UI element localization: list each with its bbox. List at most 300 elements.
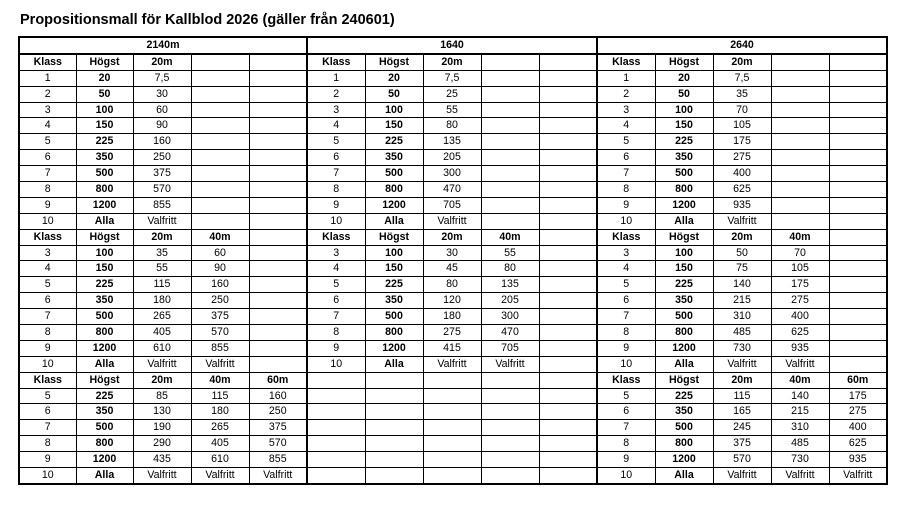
table-cell: 935 [829,452,887,468]
table-cell: 1200 [365,340,423,356]
table-cell: 20 [365,70,423,86]
table-cell: 1 [597,70,655,86]
table-cell: 275 [829,404,887,420]
table-cell: 7 [19,420,76,436]
table-cell: 500 [76,166,133,182]
table-cell: 150 [365,118,423,134]
table-cell: 350 [76,150,133,166]
column-header: 40m [191,229,249,245]
table-cell: 50 [713,245,771,261]
table-cell: 730 [771,452,829,468]
table-cell: 5 [307,134,365,150]
table-row [19,452,887,468]
table-cell: Alla [655,213,713,229]
table-cell: 300 [423,166,481,182]
column-header [539,54,597,70]
table-cell: 2 [19,86,76,102]
table-cell: 10 [19,468,76,484]
table-cell: Valfritt [133,356,191,372]
table-cell [829,213,887,229]
table-cell: 610 [191,452,249,468]
table-cell: 80 [481,261,539,277]
table-cell: Valfritt [713,356,771,372]
table-cell [365,452,423,468]
table-cell: 180 [423,309,481,325]
table-cell [771,166,829,182]
table-cell: 470 [423,182,481,198]
table-cell: 310 [771,420,829,436]
table-cell: 8 [19,182,76,198]
table-cell [829,261,887,277]
table-cell [191,197,249,213]
table-cell: 265 [191,420,249,436]
table-cell [829,150,887,166]
table-cell: 3 [307,102,365,118]
table-cell [191,102,249,118]
column-header: Klass [597,229,655,245]
table-cell: 800 [76,436,133,452]
column-header: 20m [423,54,481,70]
block-header-row [19,229,887,245]
table-cell [249,245,307,261]
table-row [19,86,887,102]
table-cell [481,420,539,436]
table-cell [365,436,423,452]
table-cell: 275 [423,325,481,341]
table-cell: 100 [76,102,133,118]
table-cell: 5 [19,134,76,150]
table-cell: 1200 [655,197,713,213]
table-cell: 140 [713,277,771,293]
table-cell: 3 [307,245,365,261]
table-cell [771,134,829,150]
table-cell: 415 [423,340,481,356]
track-header: 2140m [19,37,307,54]
table-cell: 150 [655,118,713,134]
table-cell: 100 [76,245,133,261]
table-cell: 625 [771,325,829,341]
table-cell [249,340,307,356]
table-cell [191,118,249,134]
table-cell: 705 [481,340,539,356]
table-cell [481,452,539,468]
table-cell: 175 [713,134,771,150]
block-header-row [19,54,887,70]
table-cell: 8 [597,325,655,341]
table-cell: 250 [191,293,249,309]
table-cell [481,436,539,452]
table-cell: Alla [655,356,713,372]
table-cell: 1200 [655,340,713,356]
table-cell: 500 [655,309,713,325]
table-cell [191,150,249,166]
table-row [19,293,887,309]
table-cell: 435 [133,452,191,468]
table-cell: 10 [597,213,655,229]
table-cell: 175 [771,277,829,293]
table-cell [829,325,887,341]
table-cell [365,388,423,404]
column-header: 20m [133,229,191,245]
table-cell [539,452,597,468]
table-cell [539,213,597,229]
table-cell: 1200 [76,197,133,213]
table-cell: 2 [597,86,655,102]
column-header: 60m [829,372,887,388]
table-cell: Valfritt [829,468,887,484]
table-cell: 350 [365,150,423,166]
table-row [19,213,887,229]
table-cell: 1200 [655,452,713,468]
column-header [829,229,887,245]
table-cell: 180 [133,293,191,309]
table-cell: 625 [829,436,887,452]
table-cell [249,293,307,309]
table-cell: 570 [249,436,307,452]
table-cell [771,182,829,198]
table-cell: 245 [713,420,771,436]
table-cell: 265 [133,309,191,325]
table-cell: 45 [423,261,481,277]
table-cell: Valfritt [191,356,249,372]
table-row [19,277,887,293]
table-cell: 55 [133,261,191,277]
table-cell: 6 [19,404,76,420]
table-cell: 160 [133,134,191,150]
table-cell: 5 [19,277,76,293]
table-cell: 90 [191,261,249,277]
table-cell: 350 [76,293,133,309]
table-cell [539,436,597,452]
table-cell [365,420,423,436]
table-cell [307,468,365,484]
table-cell: 80 [423,277,481,293]
table-row [19,356,887,372]
table-row [19,70,887,86]
table-cell: 5 [19,388,76,404]
table-cell: 100 [655,245,713,261]
table-cell: 8 [597,182,655,198]
column-header: 40m [771,372,829,388]
table-row [19,436,887,452]
table-cell: 225 [76,134,133,150]
table-cell: 1200 [76,340,133,356]
table-cell: 50 [655,86,713,102]
table-row [19,325,887,341]
table-cell: 165 [713,404,771,420]
table-cell: 7,5 [423,70,481,86]
table-cell: Valfritt [191,468,249,484]
table-cell: 7,5 [133,70,191,86]
table-row [19,261,887,277]
table-cell: 10 [597,468,655,484]
table-row [19,340,887,356]
table-cell [829,70,887,86]
table-cell: 55 [481,245,539,261]
table-cell [539,277,597,293]
table-cell: 8 [19,325,76,341]
column-header: Klass [19,54,76,70]
table-cell: 4 [597,261,655,277]
table-cell: 70 [713,102,771,118]
table-cell: 4 [597,118,655,134]
table-cell: 80 [423,118,481,134]
table-cell: 500 [76,420,133,436]
table-cell [771,102,829,118]
page-title: Propositionsmall för Kallblod 2026 (gäller från 240601) [20,12,395,28]
table-cell: 1200 [365,197,423,213]
table-cell: 55 [423,102,481,118]
table-cell: 375 [133,166,191,182]
table-cell [539,404,597,420]
table-cell [771,118,829,134]
table-cell: 350 [76,404,133,420]
table-cell: 485 [771,436,829,452]
table-cell: 215 [713,293,771,309]
table-cell: 4 [307,261,365,277]
column-header: Högst [655,372,713,388]
table-cell [539,340,597,356]
table-cell [365,468,423,484]
table-cell: 20 [76,70,133,86]
table-cell: Valfritt [771,468,829,484]
column-header: Klass [307,229,365,245]
track-header: 2640 [597,37,887,54]
table-cell: 3 [597,102,655,118]
table-cell: 625 [713,182,771,198]
table-cell [191,134,249,150]
table-cell [829,134,887,150]
table-cell: 4 [19,261,76,277]
table-cell [249,150,307,166]
table-cell [249,166,307,182]
table-cell: 855 [133,197,191,213]
table-cell: 70 [771,245,829,261]
table-cell [481,102,539,118]
table-cell [539,356,597,372]
table-cell: 130 [133,404,191,420]
table-cell: 5 [597,134,655,150]
table-cell [829,102,887,118]
table-cell: 105 [713,118,771,134]
table-cell: 225 [655,388,713,404]
table-row [19,245,887,261]
table-cell: 10 [307,356,365,372]
table-cell: 7 [19,309,76,325]
column-header: Klass [597,54,655,70]
table-cell: 350 [655,150,713,166]
table-cell: 800 [76,182,133,198]
column-header: 40m [191,372,249,388]
table-cell: Valfritt [423,213,481,229]
table-cell [539,166,597,182]
table-cell: 570 [191,325,249,341]
table-cell [539,388,597,404]
table-cell: 4 [19,118,76,134]
table-cell [539,245,597,261]
table-cell [539,102,597,118]
table-cell: 6 [597,150,655,166]
table-row [19,197,887,213]
table-row [19,150,887,166]
table-cell: 20 [655,70,713,86]
table-cell [771,197,829,213]
table-cell: 4 [307,118,365,134]
column-header: Högst [655,54,713,70]
table-cell: 10 [19,356,76,372]
table-cell [249,86,307,102]
table-cell: 225 [76,277,133,293]
table-cell [249,102,307,118]
table-cell: 7 [597,309,655,325]
table-cell [249,261,307,277]
table-cell: 160 [191,277,249,293]
table-cell [423,404,481,420]
column-header [539,372,597,388]
table-cell: 100 [655,102,713,118]
table-cell: 150 [76,261,133,277]
table-cell: 25 [423,86,481,102]
table-cell: 160 [249,388,307,404]
column-header [829,54,887,70]
table-cell [829,245,887,261]
table-cell: 30 [133,86,191,102]
table-cell: 205 [423,150,481,166]
table-cell [307,388,365,404]
table-cell [481,134,539,150]
table-cell: 350 [655,404,713,420]
table-cell: Valfritt [771,356,829,372]
column-header: 40m [771,229,829,245]
table-cell: 6 [19,150,76,166]
table-row [19,182,887,198]
table-cell: 5 [597,277,655,293]
table-cell: 500 [76,309,133,325]
table-cell [539,134,597,150]
table-cell: 115 [713,388,771,404]
column-header: Klass [597,372,655,388]
table-cell [771,86,829,102]
table-cell: 100 [365,102,423,118]
table-cell [771,213,829,229]
table-cell: 375 [713,436,771,452]
table-cell: 7 [19,166,76,182]
table-cell: 500 [365,166,423,182]
table-row [19,420,887,436]
column-header: 60m [249,372,307,388]
column-header [191,54,249,70]
table-cell: 35 [713,86,771,102]
table-cell: Valfritt [423,356,481,372]
table-cell [365,404,423,420]
table-cell [539,118,597,134]
table-cell: 800 [365,325,423,341]
table-cell: 1 [307,70,365,86]
table-cell: 405 [133,325,191,341]
table-cell [539,261,597,277]
table-cell: 405 [191,436,249,452]
table-cell [481,70,539,86]
table-cell [423,468,481,484]
table-cell: 570 [713,452,771,468]
column-header: 40m [481,229,539,245]
table-cell [307,404,365,420]
table-cell: 610 [133,340,191,356]
table-cell: Valfritt [481,356,539,372]
column-header: Klass [19,229,76,245]
column-header [365,372,423,388]
table-cell [423,452,481,468]
table-cell: 9 [19,452,76,468]
column-header: 20m [423,229,481,245]
table-cell [539,309,597,325]
table-cell: 205 [481,293,539,309]
table-cell: 8 [307,182,365,198]
table-row [19,102,887,118]
column-header [423,372,481,388]
table-cell: Alla [76,468,133,484]
table-cell: 225 [76,388,133,404]
table-cell: 500 [365,309,423,325]
table-cell [829,118,887,134]
table-cell: 225 [655,134,713,150]
table-cell: 105 [771,261,829,277]
table-cell [481,182,539,198]
table-cell: 190 [133,420,191,436]
table-cell [249,356,307,372]
column-header: 20m [133,54,191,70]
table-cell [539,182,597,198]
table-row [19,166,887,182]
column-header [539,229,597,245]
column-header [307,372,365,388]
table-cell: 250 [133,150,191,166]
table-cell [191,166,249,182]
column-header: 20m [713,229,771,245]
table-cell: Alla [365,356,423,372]
table-row [19,134,887,150]
table-cell [249,118,307,134]
table-cell: 250 [249,404,307,420]
table-cell: Valfritt [249,468,307,484]
table-cell [539,150,597,166]
table-cell [539,293,597,309]
table-cell: 9 [19,340,76,356]
table-cell: 3 [597,245,655,261]
table-cell: 290 [133,436,191,452]
track-header-row [19,37,887,54]
table-cell: 9 [19,197,76,213]
table-cell [481,404,539,420]
column-header [481,372,539,388]
table-cell [829,309,887,325]
table-cell: 400 [771,309,829,325]
table-cell: 800 [365,182,423,198]
table-cell: 350 [655,293,713,309]
table-cell [481,150,539,166]
table-cell: 225 [655,277,713,293]
table-cell: Alla [655,468,713,484]
table-cell [191,70,249,86]
table-cell [191,182,249,198]
table-cell: 400 [713,166,771,182]
table-cell: 485 [713,325,771,341]
column-header [771,54,829,70]
table-cell [481,86,539,102]
table-cell [829,340,887,356]
table-cell: 175 [829,388,887,404]
table-cell: 1200 [76,452,133,468]
